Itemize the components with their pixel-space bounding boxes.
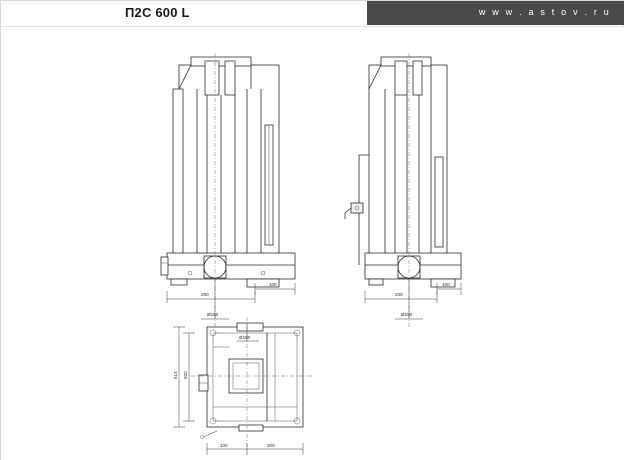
top-dim-300	[247, 443, 303, 455]
header-left-spacer	[1, 1, 119, 25]
website-label: w w w . a s t o v . r u	[478, 7, 611, 17]
dim-label: 238	[395, 292, 403, 297]
dim-label: 514	[173, 371, 178, 379]
top-dim-100	[207, 443, 247, 455]
header-brand-bar	[367, 1, 624, 25]
dim-label: Ø150	[207, 312, 219, 317]
top-view	[173, 317, 313, 455]
side-dim-diameter	[395, 278, 423, 319]
front-dim-280	[167, 291, 255, 303]
side-view	[345, 53, 461, 327]
dim-label: 300	[267, 443, 275, 448]
dim-label: 280	[201, 292, 209, 297]
page-title: П2С 600 L	[125, 5, 190, 20]
dim-label: 100	[220, 443, 228, 448]
technical-drawing-canvas	[1, 27, 624, 460]
top-dim-500	[183, 333, 195, 421]
dim-label: 100	[442, 282, 450, 287]
dim-label: Ø150	[239, 335, 251, 340]
page-header	[1, 1, 624, 25]
front-view	[161, 53, 295, 327]
dim-label: 100	[269, 282, 277, 287]
side-dim-238	[365, 291, 437, 303]
front-dim-diameter	[201, 278, 229, 319]
dim-label: Ø150	[401, 312, 413, 317]
dim-label: 500	[183, 371, 188, 379]
